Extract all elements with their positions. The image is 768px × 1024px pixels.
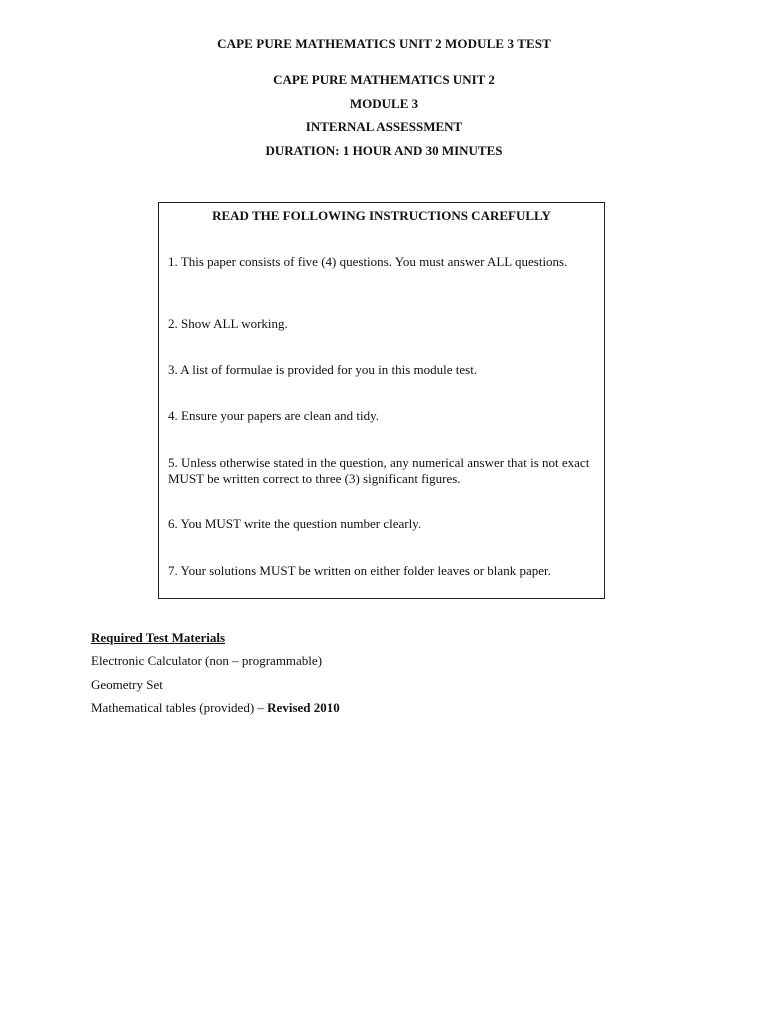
- heading-duration: DURATION: 1 HOUR AND 30 MINUTES: [265, 142, 503, 158]
- heading-module: MODULE 3: [349, 95, 419, 111]
- material-geometry-set: Geometry Set: [91, 676, 163, 692]
- instruction-item: 6. You MUST write the question number clearly.: [168, 516, 422, 531]
- instruction-item: 3. A list of formulae is provided for you in this module test.: [168, 362, 478, 377]
- material-tables: [91, 700, 340, 724]
- instruction-item: 4. Ensure your papers are clean and tidy.: [168, 408, 380, 423]
- instructions-title: READ THE FOLLOWING INSTRUCTIONS CAREFULLY: [212, 208, 551, 223]
- instruction-item: 7. Your solutions MUST be written on either folder leaves or blank paper.: [168, 563, 551, 578]
- instruction-item: 1. This paper consists of five (4) questions. You must answer ALL questions.: [168, 254, 568, 269]
- material-calculator: Electronic Calculator (non – programmable): [91, 653, 323, 668]
- instructions-box: [158, 202, 605, 599]
- heading-block: [0, 72, 768, 166]
- material-tables-revision: Revised 2010: [267, 700, 340, 715]
- instruction-item: 5. Unless otherwise stated in the question, any numerical answer that is not exact MUST be written correct to three (3) significant figures.: [168, 455, 590, 486]
- material-tables-label: Mathematical tables (provided) –: [91, 700, 268, 715]
- heading-assessment: INTERNAL ASSESSMENT: [305, 119, 463, 134]
- required-materials: [91, 630, 340, 724]
- document-top-title: CAPE PURE MATHEMATICS UNIT 2 MODULE 3 TEST: [217, 36, 551, 51]
- instruction-item: 2. Show ALL working.: [168, 316, 288, 331]
- heading-course: CAPE PURE MATHEMATICS UNIT 2: [273, 72, 495, 87]
- materials-heading: Required Test Materials: [91, 630, 226, 645]
